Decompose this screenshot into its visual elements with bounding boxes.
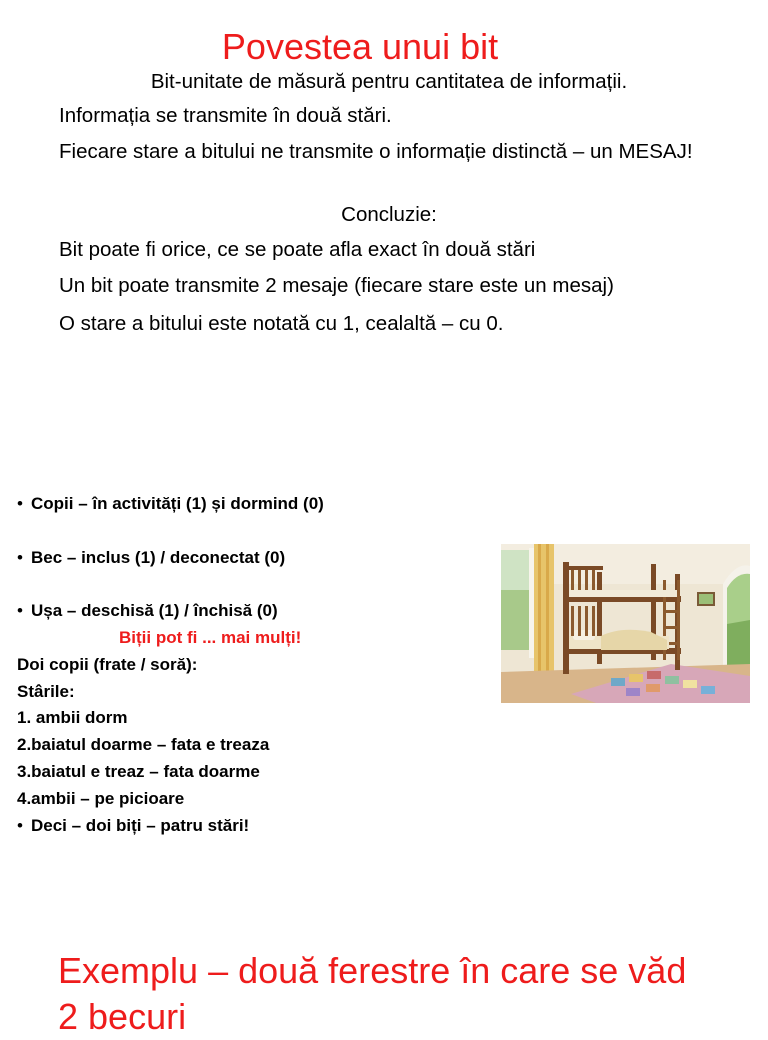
bullet-text: Ușa – deschisă (1) / închisă (0): [31, 601, 278, 620]
state-line: 3.baiatul e treaz – fata doarme: [17, 762, 260, 781]
bullet-item: [17, 600, 278, 622]
bullet-icon: •: [17, 548, 23, 567]
body-line: O stare a bitului este notată cu 1, cealaltă – cu 0.: [59, 312, 504, 335]
state-line: 4.ambii – pe picioare: [17, 789, 185, 808]
text-line: Doi copii (frate / soră):: [17, 655, 198, 674]
body-line: Informația se transmite în două stări.: [59, 104, 392, 127]
bullet-item: [17, 493, 324, 515]
red-note: Biții pot fi ... mai mulți!: [119, 628, 302, 647]
slide-title: Povestea unui bit: [221, 26, 499, 67]
bullet-item: [17, 547, 285, 569]
bullet-icon: •: [17, 601, 23, 620]
state-line: 1. ambii dorm: [17, 708, 128, 727]
definition-line: Bit-unitate de măsură pentru cantitatea de informații.: [150, 70, 628, 93]
bullet-icon: •: [17, 494, 23, 513]
bullet-text: Deci – doi biți – patru stări!: [31, 816, 250, 835]
body-line: Un bit poate transmite 2 mesaje (fiecare stare este un mesaj): [59, 274, 614, 297]
state-line: 2.baiatul doarme – fata e treaza: [17, 735, 270, 754]
bunk-bed-photo: [501, 544, 750, 703]
bullet-text: Bec – inclus (1) / deconectat (0): [31, 548, 286, 567]
bullet-item: [17, 815, 249, 837]
bullet-text: Copii – în activități (1) și dormind (0): [31, 494, 324, 513]
body-line: Bit poate fi orice, ce se poate afla exact în două stări: [59, 238, 536, 261]
body-line: Fiecare stare a bitului ne transmite o informație distinctă – un MESAJ!: [59, 140, 693, 163]
bullet-icon: •: [17, 816, 23, 835]
conclusion-heading: Concluzie:: [341, 203, 437, 226]
text-line: Stârile:: [17, 682, 75, 701]
example-title: Exemplu – două ferestre în care se văd 2 becuri: [58, 950, 687, 1037]
